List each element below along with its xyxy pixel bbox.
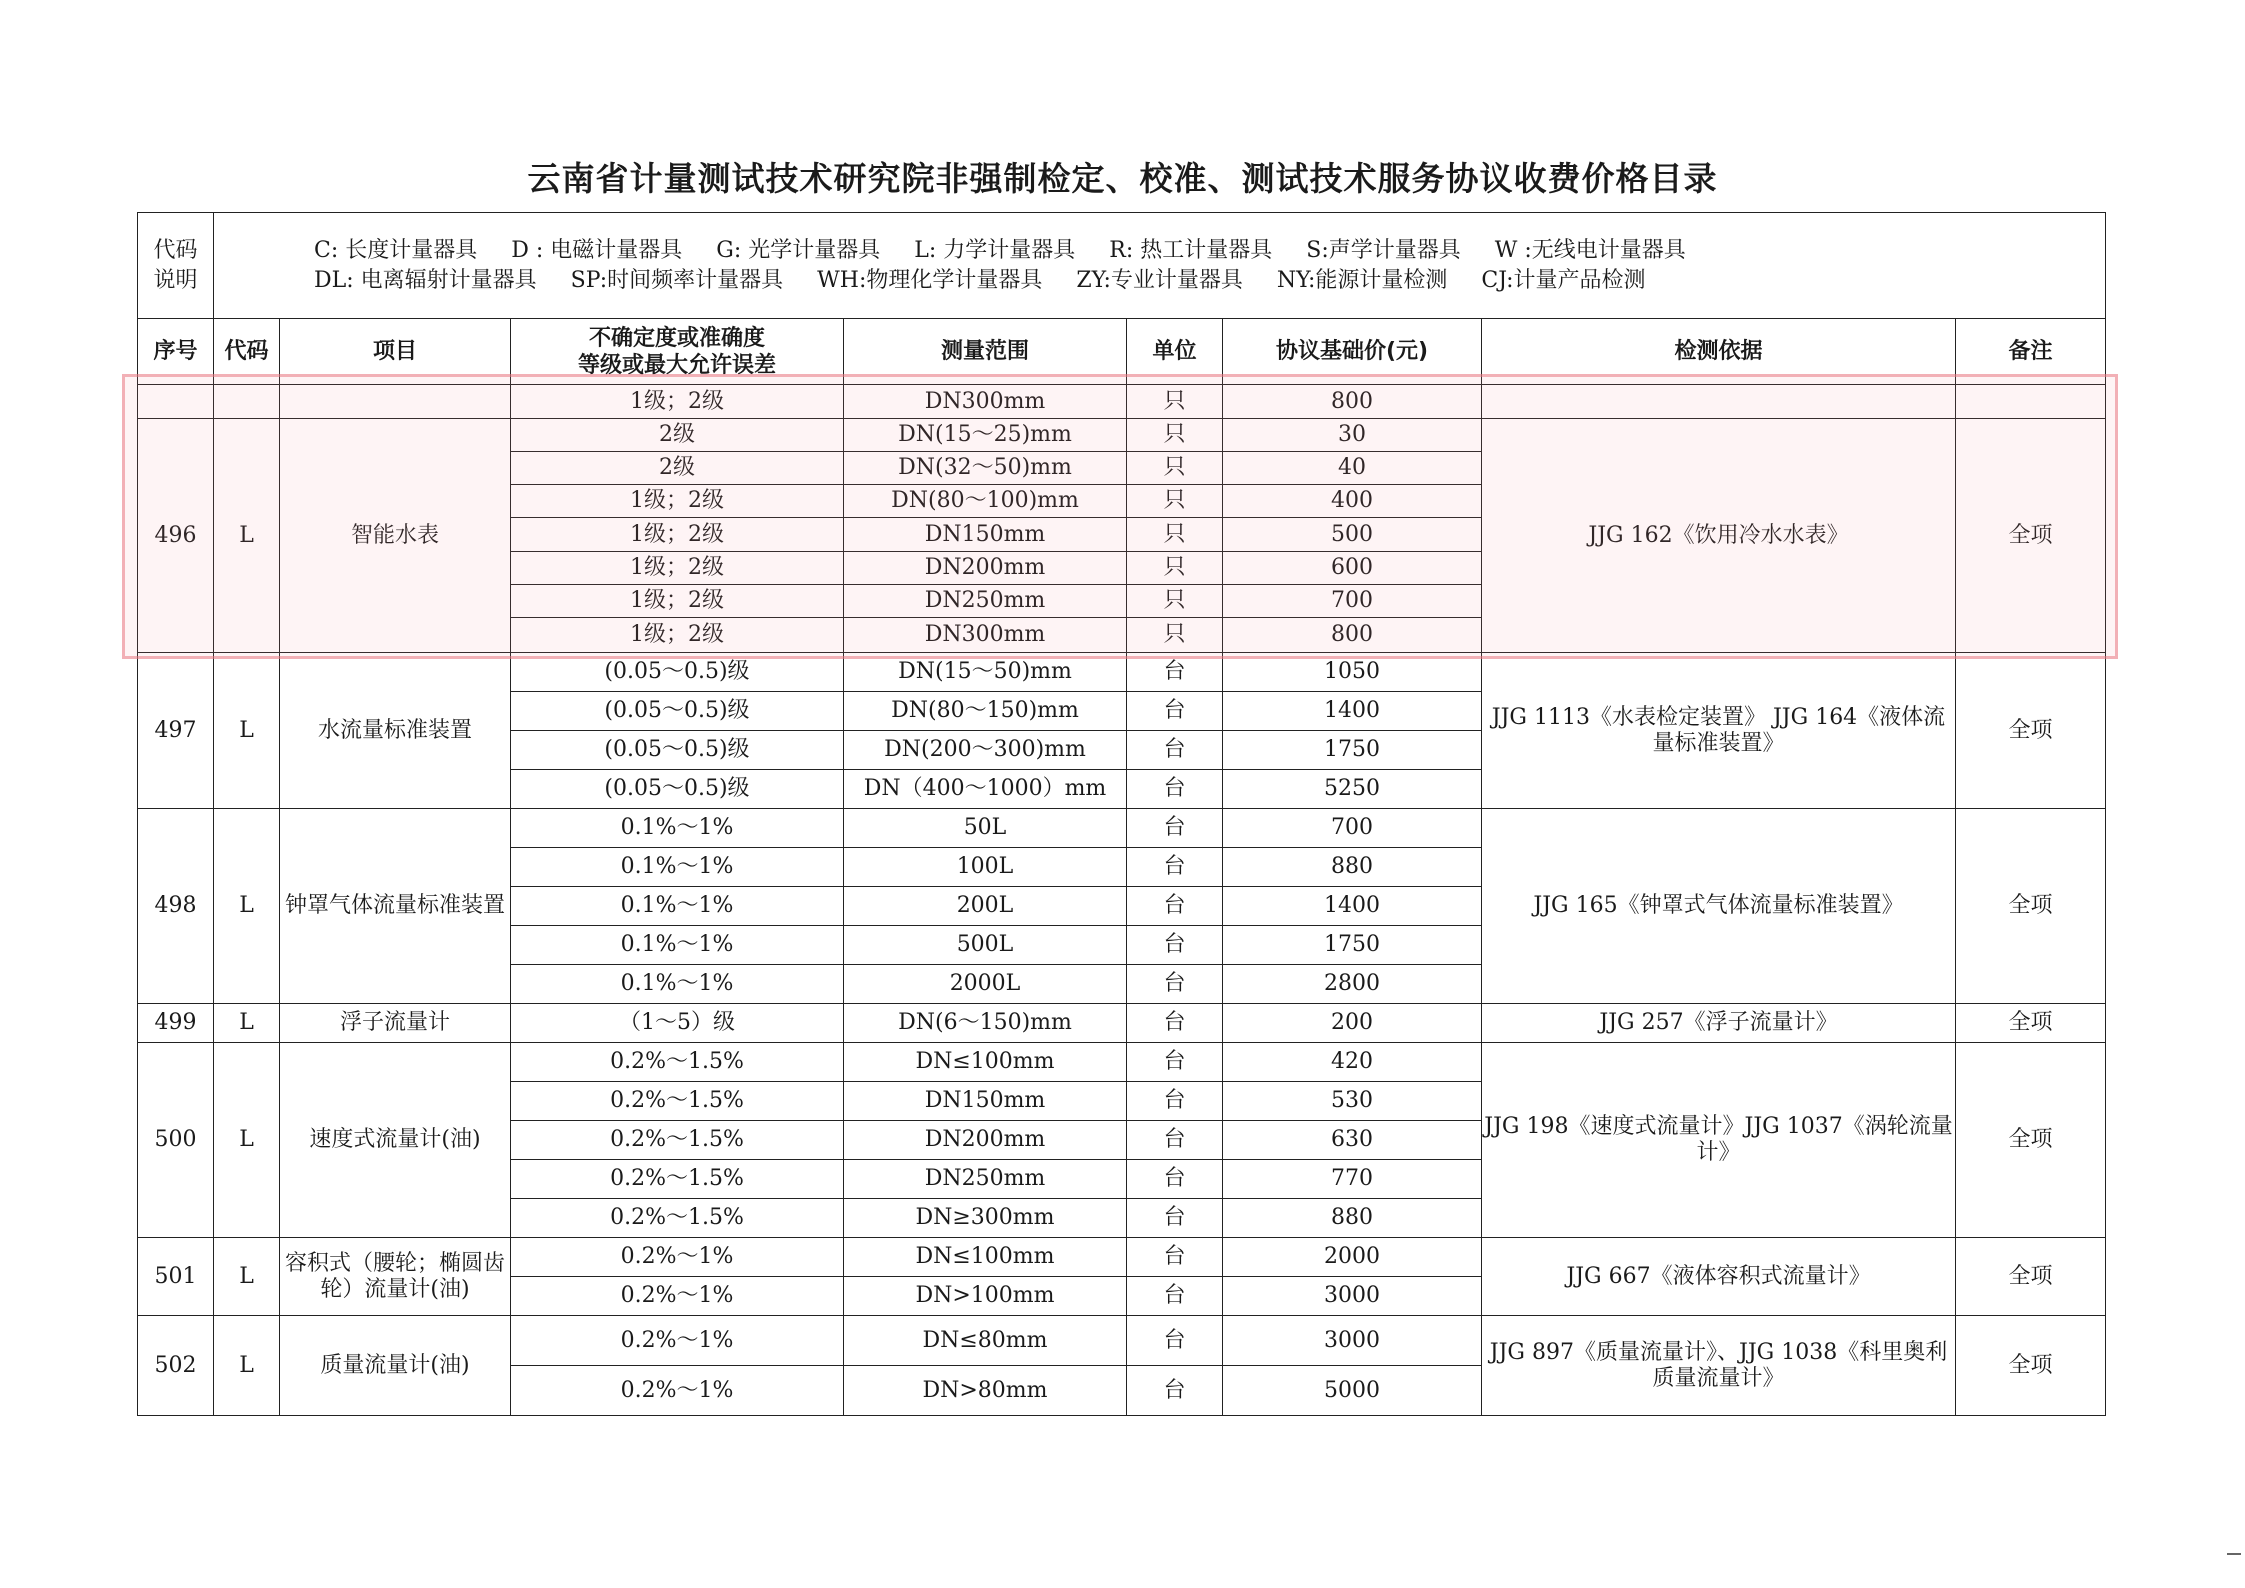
remark-cell: 全项: [1956, 653, 2106, 809]
table-row: [138, 1238, 2106, 1277]
accuracy-cell: 0.2%～1%: [511, 1316, 844, 1366]
range-cell: 500L: [844, 926, 1127, 965]
accuracy-cell: (0.05～0.5)级: [511, 770, 844, 809]
price-cell: 500: [1223, 518, 1482, 552]
price-cell: 700: [1223, 585, 1482, 618]
unit-cell: 台: [1127, 965, 1223, 1004]
unit-cell: 只: [1127, 385, 1223, 419]
table-row: [138, 653, 2106, 692]
legend-item: G: 光学计量器具: [716, 237, 881, 263]
remark-cell: 全项: [1956, 1238, 2106, 1316]
price-cell: 880: [1223, 1199, 1482, 1238]
table-row: [138, 809, 2106, 848]
range-cell: DN200mm: [844, 552, 1127, 585]
legend-item: NY:能源计量检测: [1276, 267, 1448, 293]
remark-cell: [1956, 385, 2106, 419]
range-cell: DN(80～150)mm: [844, 692, 1127, 731]
accuracy-cell: 0.2%～1.5%: [511, 1121, 844, 1160]
table-row: [138, 419, 2106, 452]
price-cell: 630: [1223, 1121, 1482, 1160]
range-cell: DN≤80mm: [844, 1316, 1127, 1366]
range-cell: 2000L: [844, 965, 1127, 1004]
legend-item: W :无线电计量器具: [1494, 237, 1686, 263]
unit-cell: 台: [1127, 1160, 1223, 1199]
seq-cell: 497: [138, 653, 214, 809]
price-cell: 770: [1223, 1160, 1482, 1199]
legend-line-2: [314, 266, 2103, 296]
price-cell: 1750: [1223, 731, 1482, 770]
unit-cell: 台: [1127, 770, 1223, 809]
price-cell: 700: [1223, 809, 1482, 848]
price-cell: 200: [1223, 1004, 1482, 1043]
range-cell: DN300mm: [844, 385, 1127, 419]
price-cell: 600: [1223, 552, 1482, 585]
unit-cell: 台: [1127, 809, 1223, 848]
unit-cell: 只: [1127, 518, 1223, 552]
accuracy-cell: 0.1%～1%: [511, 809, 844, 848]
range-cell: 50L: [844, 809, 1127, 848]
remark-cell: 全项: [1956, 809, 2106, 1004]
basis-cell: JJG 165《钟罩式气体流量标准装置》: [1482, 809, 1956, 1004]
range-cell: DN300mm: [844, 618, 1127, 653]
price-cell: 2800: [1223, 965, 1482, 1004]
unit-cell: 只: [1127, 552, 1223, 585]
range-cell: DN(15～50)mm: [844, 653, 1127, 692]
code-legend: [214, 213, 2106, 319]
code-cell: L: [214, 1043, 280, 1238]
range-cell: DN(80～100)mm: [844, 485, 1127, 518]
range-cell: DN>100mm: [844, 1277, 1127, 1316]
seq-cell: 498: [138, 809, 214, 1004]
price-cell: 1400: [1223, 692, 1482, 731]
range-cell: DN250mm: [844, 585, 1127, 618]
header-seq: 序号: [138, 319, 214, 385]
range-cell: 200L: [844, 887, 1127, 926]
price-cell: 5250: [1223, 770, 1482, 809]
unit-cell: 台: [1127, 1082, 1223, 1121]
range-cell: DN≥300mm: [844, 1199, 1127, 1238]
price-cell: 3000: [1223, 1316, 1482, 1366]
code-cell: L: [214, 1316, 280, 1416]
basis-cell: JJG 257《浮子流量计》: [1482, 1004, 1956, 1043]
range-cell: DN(32～50)mm: [844, 452, 1127, 485]
code-cell: [214, 385, 280, 419]
legend-label: 代码 说明: [138, 213, 214, 319]
price-cell: 420: [1223, 1043, 1482, 1082]
range-cell: DN≤100mm: [844, 1238, 1127, 1277]
accuracy-cell: (0.05～0.5)级: [511, 692, 844, 731]
remark-cell: 全项: [1956, 1004, 2106, 1043]
unit-cell: 台: [1127, 692, 1223, 731]
item-cell: 速度式流量计(油): [280, 1043, 511, 1238]
header-remark: 备注: [1956, 319, 2106, 385]
item-cell: 浮子流量计: [280, 1004, 511, 1043]
basis-cell: JJG 1113《水表检定装置》 JJG 164《液体流量标准装置》: [1482, 653, 1956, 809]
unit-cell: 台: [1127, 1316, 1223, 1366]
seq-cell: [138, 385, 214, 419]
accuracy-cell: (0.05～0.5)级: [511, 731, 844, 770]
remark-cell: 全项: [1956, 419, 2106, 653]
seq-cell: 501: [138, 1238, 214, 1316]
accuracy-cell: 0.2%～1.5%: [511, 1043, 844, 1082]
unit-cell: 台: [1127, 1277, 1223, 1316]
legend-item: SP:时间频率计量器具: [570, 267, 784, 293]
range-cell: DN（400～1000）mm: [844, 770, 1127, 809]
accuracy-cell: 1级；2级: [511, 585, 844, 618]
remark-cell: 全项: [1956, 1043, 2106, 1238]
accuracy-cell: 0.2%～1.5%: [511, 1082, 844, 1121]
price-cell: 800: [1223, 618, 1482, 653]
accuracy-cell: 1级；2级: [511, 385, 844, 419]
header-price: 协议基础价(元): [1223, 319, 1482, 385]
legend-item: L: 力学计量器具: [914, 237, 1076, 263]
header-accuracy: 不确定度或准确度 等级或最大允许误差: [511, 319, 844, 385]
item-cell: 水流量标准装置: [280, 653, 511, 809]
accuracy-cell: 1级；2级: [511, 618, 844, 653]
accuracy-cell: （1～5）级: [511, 1004, 844, 1043]
header-code: 代码: [214, 319, 280, 385]
unit-cell: 只: [1127, 485, 1223, 518]
unit-cell: 台: [1127, 1121, 1223, 1160]
legend-item: DL: 电离辐射计量器具: [314, 267, 537, 293]
accuracy-cell: 2级: [511, 452, 844, 485]
basis-cell: JJG 897《质量流量计》、JJG 1038《科里奥利质量流量计》: [1482, 1316, 1956, 1416]
unit-cell: 台: [1127, 731, 1223, 770]
price-cell: 400: [1223, 485, 1482, 518]
price-cell: 1400: [1223, 887, 1482, 926]
item-cell: 钟罩气体流量标准装置: [280, 809, 511, 1004]
price-cell: 1750: [1223, 926, 1482, 965]
unit-cell: 只: [1127, 585, 1223, 618]
accuracy-cell: 0.1%～1%: [511, 926, 844, 965]
accuracy-cell: 1级；2级: [511, 518, 844, 552]
basis-cell: [1482, 385, 1956, 419]
range-cell: DN>80mm: [844, 1366, 1127, 1416]
accuracy-cell: 0.2%～1.5%: [511, 1199, 844, 1238]
page-edge-mark: [2227, 1553, 2241, 1555]
legend-row: [138, 213, 2106, 319]
unit-cell: 台: [1127, 887, 1223, 926]
accuracy-cell: 0.1%～1%: [511, 887, 844, 926]
range-cell: DN(6～150)mm: [844, 1004, 1127, 1043]
range-cell: DN150mm: [844, 518, 1127, 552]
table-row: [138, 1316, 2106, 1366]
accuracy-cell: 0.2%～1%: [511, 1238, 844, 1277]
accuracy-cell: 0.1%～1%: [511, 848, 844, 887]
unit-cell: 只: [1127, 419, 1223, 452]
header-item: 项目: [280, 319, 511, 385]
accuracy-cell: 2级: [511, 419, 844, 452]
unit-cell: 台: [1127, 653, 1223, 692]
range-cell: DN200mm: [844, 1121, 1127, 1160]
header-row: [138, 319, 2106, 385]
code-cell: L: [214, 419, 280, 653]
header-unit: 单位: [1127, 319, 1223, 385]
accuracy-cell: 1级；2级: [511, 485, 844, 518]
legend-item: ZY:专业计量器具: [1076, 267, 1243, 293]
price-cell: 880: [1223, 848, 1482, 887]
item-cell: [280, 385, 511, 419]
price-cell: 530: [1223, 1082, 1482, 1121]
legend-item: S:声学计量器具: [1306, 237, 1461, 263]
accuracy-cell: 1级；2级: [511, 552, 844, 585]
header-basis: 检测依据: [1482, 319, 1956, 385]
price-cell: 800: [1223, 385, 1482, 419]
table-row: [138, 1004, 2106, 1043]
range-cell: DN(15～25)mm: [844, 419, 1127, 452]
page-title: 云南省计量测试技术研究院非强制检定、校准、测试技术服务协议收费价格目录: [527, 159, 1718, 198]
unit-cell: 台: [1127, 1004, 1223, 1043]
legend-line-1: [314, 236, 2103, 266]
basis-cell: JJG 198《速度式流量计》JJG 1037《涡轮流量计》: [1482, 1043, 1956, 1238]
accuracy-cell: 0.2%～1.5%: [511, 1160, 844, 1199]
price-cell: 3000: [1223, 1277, 1482, 1316]
legend-item: CJ:计量产品检测: [1481, 267, 1646, 293]
table-row: [138, 1043, 2106, 1082]
unit-cell: 只: [1127, 452, 1223, 485]
header-range: 测量范围: [844, 319, 1127, 385]
accuracy-cell: 0.1%～1%: [511, 965, 844, 1004]
code-cell: L: [214, 1004, 280, 1043]
code-cell: L: [214, 653, 280, 809]
item-cell: 智能水表: [280, 419, 511, 653]
unit-cell: 台: [1127, 1043, 1223, 1082]
accuracy-cell: (0.05～0.5)级: [511, 653, 844, 692]
range-cell: DN≤100mm: [844, 1043, 1127, 1082]
unit-cell: 台: [1127, 1238, 1223, 1277]
unit-cell: 台: [1127, 926, 1223, 965]
seq-cell: 500: [138, 1043, 214, 1238]
basis-cell: JJG 162《饮用冷水水表》: [1482, 419, 1956, 653]
code-cell: L: [214, 809, 280, 1004]
basis-cell: JJG 667《液体容积式流量计》: [1482, 1238, 1956, 1316]
range-cell: 100L: [844, 848, 1127, 887]
price-table: [137, 212, 2106, 1416]
item-cell: 质量流量计(油): [280, 1316, 511, 1416]
unit-cell: 只: [1127, 618, 1223, 653]
price-cell: 5000: [1223, 1366, 1482, 1416]
range-cell: DN250mm: [844, 1160, 1127, 1199]
price-cell: 30: [1223, 419, 1482, 452]
seq-cell: 496: [138, 419, 214, 653]
legend-item: C: 长度计量器具: [314, 237, 478, 263]
carry-over-row: [138, 385, 2106, 419]
unit-cell: 台: [1127, 1199, 1223, 1238]
code-cell: L: [214, 1238, 280, 1316]
accuracy-cell: 0.2%～1%: [511, 1366, 844, 1416]
legend-item: D : 电磁计量器具: [511, 237, 683, 263]
seq-cell: 502: [138, 1316, 214, 1416]
range-cell: DN150mm: [844, 1082, 1127, 1121]
price-cell: 1050: [1223, 653, 1482, 692]
legend-item: R: 热工计量器具: [1109, 237, 1273, 263]
unit-cell: 台: [1127, 848, 1223, 887]
unit-cell: 台: [1127, 1366, 1223, 1416]
legend-item: WH:物理化学计量器具: [817, 267, 1043, 293]
accuracy-cell: 0.2%～1%: [511, 1277, 844, 1316]
item-cell: 容积式（腰轮；椭圆齿轮）流量计(油): [280, 1238, 511, 1316]
remark-cell: 全项: [1956, 1316, 2106, 1416]
price-cell: 2000: [1223, 1238, 1482, 1277]
seq-cell: 499: [138, 1004, 214, 1043]
range-cell: DN(200～300)mm: [844, 731, 1127, 770]
price-cell: 40: [1223, 452, 1482, 485]
